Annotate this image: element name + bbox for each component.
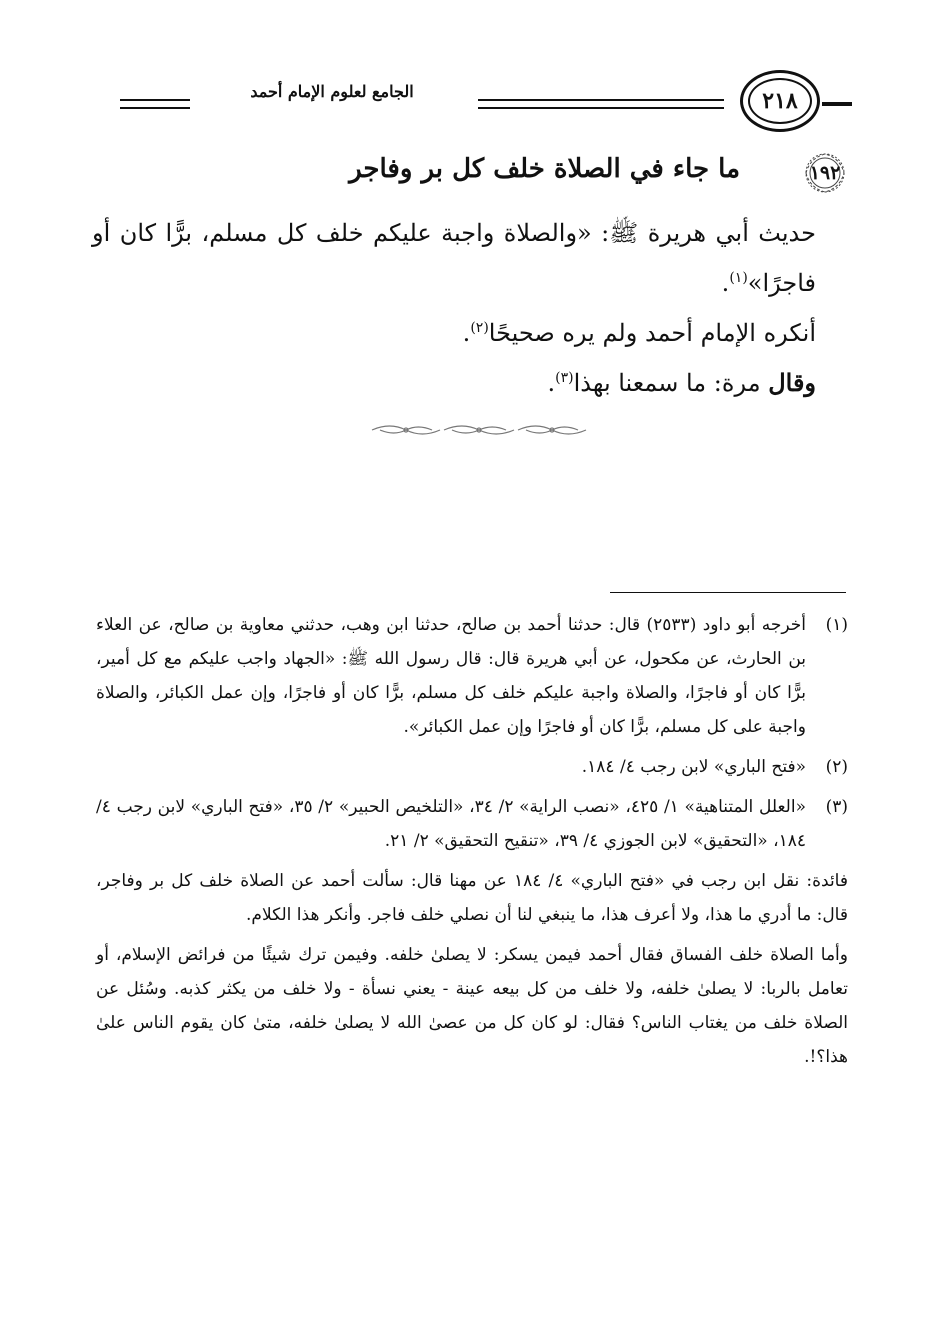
ruling-paragraph: [92, 308, 852, 358]
footnote-separator: [610, 592, 846, 593]
section-number: ١٩٢: [809, 162, 841, 184]
saying-text: مرة: ما سمعنا بهذا: [573, 369, 769, 397]
saying-end: .: [547, 369, 556, 397]
page-number: ٢١٨: [762, 88, 798, 114]
footnote-ref-2: (٢): [470, 320, 489, 336]
footnote-ref-3: (٣): [555, 370, 574, 386]
footnote-number: (٣): [825, 797, 848, 817]
ruling-text: أنكره الإمام أحمد ولم يره صحيحًا: [488, 319, 816, 347]
saying-paragraph: [92, 358, 852, 408]
page-header: [92, 62, 852, 132]
footnotes: [96, 608, 848, 1074]
footnote-number: (١): [825, 615, 848, 635]
footnote-item: [96, 608, 848, 744]
hadith-end: .: [721, 269, 730, 297]
header-rule-right: [822, 102, 852, 106]
ruling-end: .: [462, 319, 471, 347]
page-number-badge: [740, 70, 820, 132]
saying-lead: وقال: [768, 368, 816, 397]
benefit-note: فائدة: نقل ابن رجب في «فتح الباري» ٤/ ١٨٤ عن مهنا قال: سألت أحمد عن الصلاة خلف كل بر وفاجر، قال: ما أدري ما هذا، ولا أعرف هذا، ما ينبغي لنا أن نصلي خلف فاجر. وأنكر هذا الكلام.: [96, 871, 848, 925]
footnote-ref-1: (١): [729, 270, 748, 286]
ruling-note: وأما الصلاة خلف الفساق فقال أحمد فيمن يسكر: لا يصلىٰ خلفه. وفيمن ترك شيئًا من فرائض الإسلام، أو تعامل بالربا: لا يصلىٰ خلفه، ولا خلف من كل بيعه عينة - يعني نسأة - ولا خلف من يكثر كذبه. وسُئل عن الصلاة خلف من يغتاب الناس؟ فقال: لو كان كل من عصىٰ الله لا يصلىٰ خلفه، متىٰ كان يقوم الناس علىٰ هذا؟!.: [96, 945, 848, 1067]
footnote-item: [96, 790, 848, 858]
section-title: ما جاء في الصلاة خلف كل بر وفاجر: [349, 154, 740, 184]
main-text: [92, 208, 852, 408]
footnote-text: «العلل المتناهية» ١/ ٤٢٥، «نصب الراية» ٢/ ٣٤، «التلخيص الحبير» ٢/ ٣٥، «فتح الباري» لابن رجب ٤/ ١٨٤، «التحقيق» لابن الجوزي ٤/ ٣٩، «تنقيح التحقيق» ٢/ ٢١.: [96, 797, 806, 851]
footnote-item: [96, 750, 848, 784]
arabesque-divider-icon: [370, 420, 588, 440]
running-title: الجامع لعلوم الإمام أحمد: [250, 82, 414, 101]
footnote-number: (٢): [825, 757, 848, 777]
header-rule-middle: [478, 99, 724, 109]
footnote-text: أخرجه أبو داود (٢٥٣٣) قال: حدثنا أحمد بن صالح، حدثنا ابن وهب، حدثني معاوية بن صالح، عن العلاء بن الحارث، عن مكحول، عن أبي هريرة قال: قال رسول الله ﷺ: «الجهاد واجب عليكم مع كل أمير، برًّا كان أو فاجرًا، والصلاة واجبة عليكم خلف كل مسلم، برًّا كان أو فاجرًا، وإن عمل الكبائر، والصلاة واجبة على كل مسلم، برًّا كان أو فاجرًا وإن عمل الكبائر».: [96, 615, 807, 737]
header-rule-left: [120, 99, 190, 109]
hadith-paragraph: [92, 208, 852, 308]
section-heading: [92, 150, 852, 200]
ornamental-rosette-icon: [798, 150, 852, 196]
footnote-text: «فتح الباري» لابن رجب ٤/ ١٨٤.: [581, 757, 806, 777]
hadith-text: حديث أبي هريرة ﷺ: «والصلاة واجبة عليكم خلف كل مسلم، برًّا كان أو فاجرًا»: [92, 219, 816, 297]
